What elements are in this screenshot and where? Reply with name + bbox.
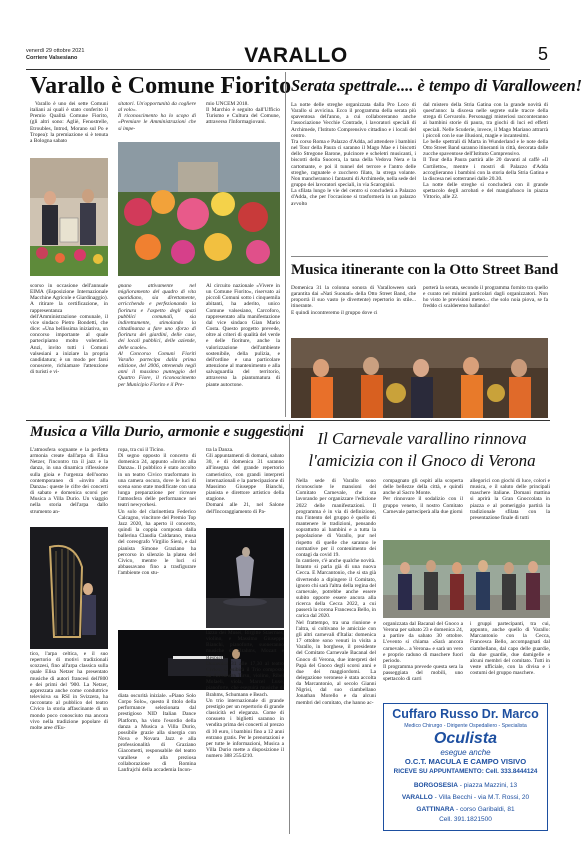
flowers-photo xyxy=(118,142,280,276)
article2-col2: dal mistero della Stria Gatina con la grande novità di quest'anno: la discesa nelle segrete sulle tracce della strega di Cervarolo. Personaggi misteriosi racconteranno ai bambini storie di paura, tra giochi di luci ed effetti speciali. Nelle Scuderie, invece, il Mago Mariano attrarrà i piccoli con le sue illusioni, magie e incantesimi. Le belle spettrali di Marta in Wunderland e le note della Otto Street Band saranno itineranti in città, decorata dalle zucche spaventose dell'Istituto Comprensivo. Il Tour della Paura partirà alle 20 davanti al caffè «Il Cortiletto», mentre i mostri di Palazzo d'Adda accoglieranno i bambini con la storia della Stria Gatina e la discesa nei sotterranei dalle 20.30. La notte delle streghe si concluderà con il grande spettacolo degli acrobati e del mangiafuoco in piazza Vittorio, alle 22. xyxy=(423,102,548,201)
article3-col2: porterà la serata, secondo il programma fornito tra quello e curato nei minimi particolari dagli organizzatori. Non ho visto le previsioni meteo... che solo noia piova, se fa freddo ci scalderemo ballando! xyxy=(423,285,548,310)
award-photo xyxy=(30,158,108,276)
article4-col2-bottom: diata oscurità iniziale. «Piano Solo Corpo Solo», questo il titolo della performance selezionata dal prestigioso NID Italian Dance Platform, ha visto l'esordio della danza a Musica a Villa Durio, possibile grazie alla sinergia con Nova e Novara Jazz e alla professionalità di Graziano Giacometti, responsabile del teatro varallese e alla preziosa collaborazione di Romina Lanfrajchi della accademia Incon- xyxy=(118,693,196,773)
article5-col3-bottom: i gruppi partecipanti, tra cui, appunto, anche quello di Varallo: Marcantonio con la Cecca, Francesca Bello, accompagnati dal ciambellano, dal capo delle guardie, da due guardie, due damigelle e alcuni membri del comitato. Tutti in veste ufficiale, con la divisa e i costumi del gruppo maschere. xyxy=(470,621,550,677)
page-number: 5 xyxy=(537,44,548,64)
article5-col2-bottom: organizzata dal Bacanal del Gnoco a Verona per sabato 23 e domenica 24, a partire da sabato 30 ottobre. L'evento si chiama «Sarà ancora carnevale... a Verona» e sarà un vero e proprio raduno di maschere fuori periodo. Il programma prevede questa sera la passeggiata del mobili, uno spettacolo di carri xyxy=(383,621,463,683)
column-divider xyxy=(285,72,286,417)
article1-col2-bottom: gnano attivamente nel miglioramento del quadro di vita quotidiano, sia direttamente, arricchendo e perfezionando la fioritura e l'aspetto degli spazi pubblici comunali, sia indirettamente, stimolando la cittadinanza a fare uno sforzo di fioritura dei giardini, delle case, dei locali pubblici, delle aziende, delle scuole». Al Concorso Comuni Fioriti Varallo partecipa dalla prima edizione, del 2006, ottenendo negli anni il massimo punteggio del Quattro Fiore, il riconoscimento per Municipio Fiorito e il Pre- xyxy=(118,283,196,388)
ad-location-1-address: piazza Mazzini, 13 xyxy=(463,782,518,789)
ad-location-2-town: VARALLO xyxy=(401,794,433,801)
article1-col1-bottom: scorso in occasione dell'annuale EIMA (Esposizione Internazionale Macchine Agricole e Giardinaggio). A ritirare la certificazione, in rappresentanza dell'Amministrazione comunale, il vice sindaco Pietro Bondetti, che dice: «Una bellissima iniziativa, un concorso importante al quale partecipiamo molto volentieri. Anzi, invito tutti i Comuni valsesiani a iniziare la propria candidatura; è un modo per farsi conoscere, richiamare l'attenzione di turisti e vi- xyxy=(30,283,108,376)
article1-col2-top: sitatori. Un'opportunità da cogliere al volo». Il riconoscimento ha lo scopo di «Premiare le Amministrazioni che si impe- xyxy=(118,101,196,132)
article4-col3-bottom: lazzo dei Musei, Birgitte Staermes, violino, e Massimo Giuseppe Bianchi, pianoforte, suoneranno musiche di Brahms, Mozart e Respighi. Domenica 31 alle 17,30 al teatro Civico, si esibirà il Trio composto da Alexandra Tirsu, violino, Ribel Molaeli, viola, Marcel Luxe, pianoforte, che eseguirà musiche di Brahms, Schumann e Beach. Un trio internazionale di grande prestigio per un repertorio di grande classicità ed eleganza. Come di consueto i biglietti saranno in vendita prima dei concerti al prezzo di 10 euro, i bambini fino a 12 anni entrano gratis. Per le prenotazioni e per tutte le informazioni, Musica a Villa Durio mette a disposizione il numero 388 2554210. xyxy=(206,630,284,760)
ad-doctor-name: Cuffaro Russo Dr. Marco xyxy=(392,707,539,721)
advertisement xyxy=(383,703,548,831)
band-photo xyxy=(291,338,548,418)
ad-location-2-address: Villa Becchi - via M.T. Rossi, 20 xyxy=(438,794,530,801)
article4-col2-top: ropa, tra cui il Ticino. Di segno opposto il concerto di domenica 24, appunto «Invito alla Danza». Il pubblico è stato accolto in un teatro Civico trasformato in una camera oscura, dove le luci di scena sono state modificate con una lunga preparazione per ricreare l'atmosfera delle performance nei teatri newyorkesi. Un solo del clarinettista Federico Calcagno, vincitore del Premio Top Jazz 2020, ha aperto il concerto, quindi la coppia composta dalla ballerina Claudia Caldarano, musa del coreografo Virgilio Sieni, e dal pianista Simone Graziano ha percorso in silenzio la platea del Civico, mentre le luci si abbassavano fino a trasfigurare l'ambiente con stu- xyxy=(118,447,196,577)
ad-location-2: VARALLO - Villa Becchi - via M.T. Rossi, 20 xyxy=(401,794,530,801)
newspaper-name: Corriere Valsesiano xyxy=(26,55,78,61)
article1-col3-bottom: Al circuito nazionale «Vivere in un Comune Fiorito», riservato ai piccoli Comuni sotto i cinquemila abitanti, ha aderito, unico Comune valsesiano, Carcoforo, rappresentato alla manifestazione dal vice sindaco Gian Mario Costa. Questo progetto prevede, oltre ai criteri di qualità del verde e delle fioriture, anche la valorizzazione dell'ambiente sostenibile, della pulizia, e dell'ordine e una particolare attenzione al mantenimento e alla salvaguardia del territorio, attraverso la piantumatura di piante autoctone. xyxy=(206,283,280,388)
article5-headline-line1: Il Carnevale varallino rinnova xyxy=(317,429,527,448)
ad-location-1: BORGOSESIA - piazza Mazzini, 13 xyxy=(413,782,518,789)
article3-col1: Domenica 31 la colonna sonora di Varalloween sarà garantita dai «Nati Suonati» della Otto Street Band, che proporrà il suo vasto (e divertente) repertorio in stile... itinerante. E quindi incontreremo il gruppo dove ci xyxy=(291,285,416,316)
harpist-photo xyxy=(30,527,108,649)
article1-headline: Varallo è Comune Fiorito xyxy=(30,73,292,99)
town-title: VARALLO xyxy=(244,44,348,67)
ad-location-3-phone: Cell. 391.1821500 xyxy=(439,816,492,823)
article4-col3-top: tra la Danza. Gli appuntamenti di domani, sabato 30, e di domenica 31 saranno all'insegna del grande repertorio cameristico, con grandi interpreti internazionali e la partecipazione di Massimo Giuseppe Bianchi, pianista e direttore artistico della stagione. Domani alle 21, nel Salone dell'Incoraggiamento di Pa- xyxy=(206,447,284,515)
ad-location-1-town: BORGOSESIA xyxy=(413,782,458,789)
carnival-photo xyxy=(383,540,550,618)
lower-column-divider xyxy=(289,424,290,834)
article2-bottom-rule xyxy=(291,256,548,257)
masthead-rule xyxy=(26,69,550,70)
issue-date: venerdì 29 ottobre 2021 xyxy=(26,48,85,54)
article2-headline: Serata spettrale.... è tempo di Varalloween! xyxy=(291,76,582,95)
article4-col1-top: L'atmosfera sognante e la perfetta armonia create dall'arpa di Elisa Netzer, l'incontro tra il jazz e la danza, in una dinamica riflessione sulla gioia e l'urgenza dell'uomo contemporaneo di «invito alla Danza»: queste le cifre dei concerti di sabato e domenica scorsi per Musica a Villa Durio. Un viaggio nella storia dell'arpa dallo strumento an- xyxy=(30,447,108,515)
article4-col1-bottom: tico, l'arpa celtica, e il suo repertorio di motivi tradizionali scozzesi, fino all'arpa classica sulla quale Elisa Netzer ha presentato musiche di autori francesi dell'800 e dei primi del '900. La Netzer, apprezzata anche come conduttrice televisiva su RSI in Svizzera, ha raccontato al pubblico del teatro Civico la storia affascinante di un mondo poco conosciuto ma ancora vivo nella tradizione popolare di molte aree d'Eu- xyxy=(30,651,108,731)
ad-location-3-town: GATTINARA xyxy=(416,806,455,813)
article3-headline: Musica itinerante con la Otto Street Band xyxy=(291,262,559,278)
article1-col1-top: Varallo è uno dei sette Comuni italiani ai quali è stato conferito il Premio Qualità Comune Fiorito, (gli altri sono: Agliè, Fenostrelle, Etroubles, Introd, Morano sul Po e Tropea): la premiazione si è tenuta a Bologna sabato xyxy=(30,101,108,144)
ad-location-3-address: corso Garibaldi, 81 xyxy=(460,806,515,813)
ad-specialty: Oculista xyxy=(433,730,498,747)
masthead xyxy=(26,42,550,70)
article5-headline-line2: l'amicizia con il Gnoco di Verona xyxy=(308,451,536,470)
ad-esegue: esegue anche xyxy=(440,748,491,757)
ad-appointment: RICEVE SU APPUNTAMENTO: Cell. 333.8444124 xyxy=(393,768,538,775)
article2-col1: La notte delle streghe organizzata dalla Pro Loco di Varallo si avvicina. Ecco il programma della serata più spaventosa dell'anno, a cui collaboreranno anche l'associazione Vecchie Contrade, i lavoratori speciali di Archimede, l'Istituto Comprensivo cittadino e i locali del centro. Tra corso Roma e Palazzo d'Adda, ad attendere i bambini nel Tour della Paura ci saranno il Mago Mae e i biscotti dello Stregone Barone, pulcinore e scheletri musicanti, i biscotti della Suocera, la tana della Vedova Nera e la cartomante, e poi il tunnel del terrore e l'antro delle streghe, ragnatele e zucchero filato, la strega volante. Non mancheranno i fantasmi di Archimede, nella sede del gruppo dei lavoratori speciali, in via Scarognini. La sfilata lungo le vie del centro si concluderà a Palazzo d'Adda, che per l'occasione si trasformerà in un palazzo avvolto xyxy=(291,102,416,207)
article5-col1: Nella sede di Varallo sono riconosciute le mansioni del Comitato Carnevale, che sta lavorando per organizzare l'edizione 2022 delle manifestazioni. Il programma è in via di definizione, ma l'intento del gruppo è quello di mantenere le tradizioni, pensando soprattutto ai bambini e a tutta la popolazione di Varallo, pur nel rispetto di quelle che saranno le normative per il contenimento dei contagi da covid 19. In cantiere, c'è anche qualche novità. Intanto si parla già di una nuova Cecca. E Marcantonio, che si sta già divertendo a dipingere il Comitato, ignoro chi sarà l'altra della regina del carnevale, potrebbe anche essere subito opporre essere ancora alla ricerca della Cecca 2022, a cui passerà la corona Francesca Bello, in carica dal 2020. Nel frattempo, tra una riunione e l'altra, si coltivano le amicizie con gli altri carnevali d'Italia: domenica 17 ottobre sono venuti in visita a Varallo, in borghese, il presidente del Comitato Carnevale Bacanal del Gnoco di Verona, due interpreti del Papà del Gnoco degli scorsi anni e due dei maggiordomi. La delegazione veronese è stata accolta da Marcantonio, al secolo Gianni Nigrisi, dal suo ciambellano Jonathan Morello e da alcuni membri del comitato, che hanno ac- xyxy=(296,478,376,706)
article4-headline: Musica a Villa Durio, armonie e suggestioni xyxy=(30,424,304,440)
article1-col3-top: mio UNCEM 2018. Il Marchio è seguito dall'Ufficio Turismo e Cultura del Comune, attraverso l'Informagiovani. xyxy=(206,101,280,126)
article5-col3-top: allegorici con giochi di luce, colori e musica, e il saluto delle principali maschere italiane. Domani mattina si aprirà la Gran Gnoccolata in piazza e al pomeriggio partirà la tradizionale sfilata con la presentazione finale di tutti xyxy=(470,478,550,521)
article5-col2-top: compagnato gli ospiti alla scoperta delle bellezze della città, e quindi anche al Sacro Monte. Per rinnovare il sodalizio con il gruppo veneto, il nostro Comitato Carnevale parteciperà alla due giorni xyxy=(383,478,463,515)
ad-location-3: GATTINARA - corso Garibaldi, 81 xyxy=(416,806,515,813)
dance-photo xyxy=(206,528,284,628)
ad-services: O.C.T. MACULA E CAMPO VISIVO xyxy=(404,757,527,766)
ad-subtitle: Medico Chirurgo - Dirigente Ospedaliero - Specialista xyxy=(404,723,527,729)
